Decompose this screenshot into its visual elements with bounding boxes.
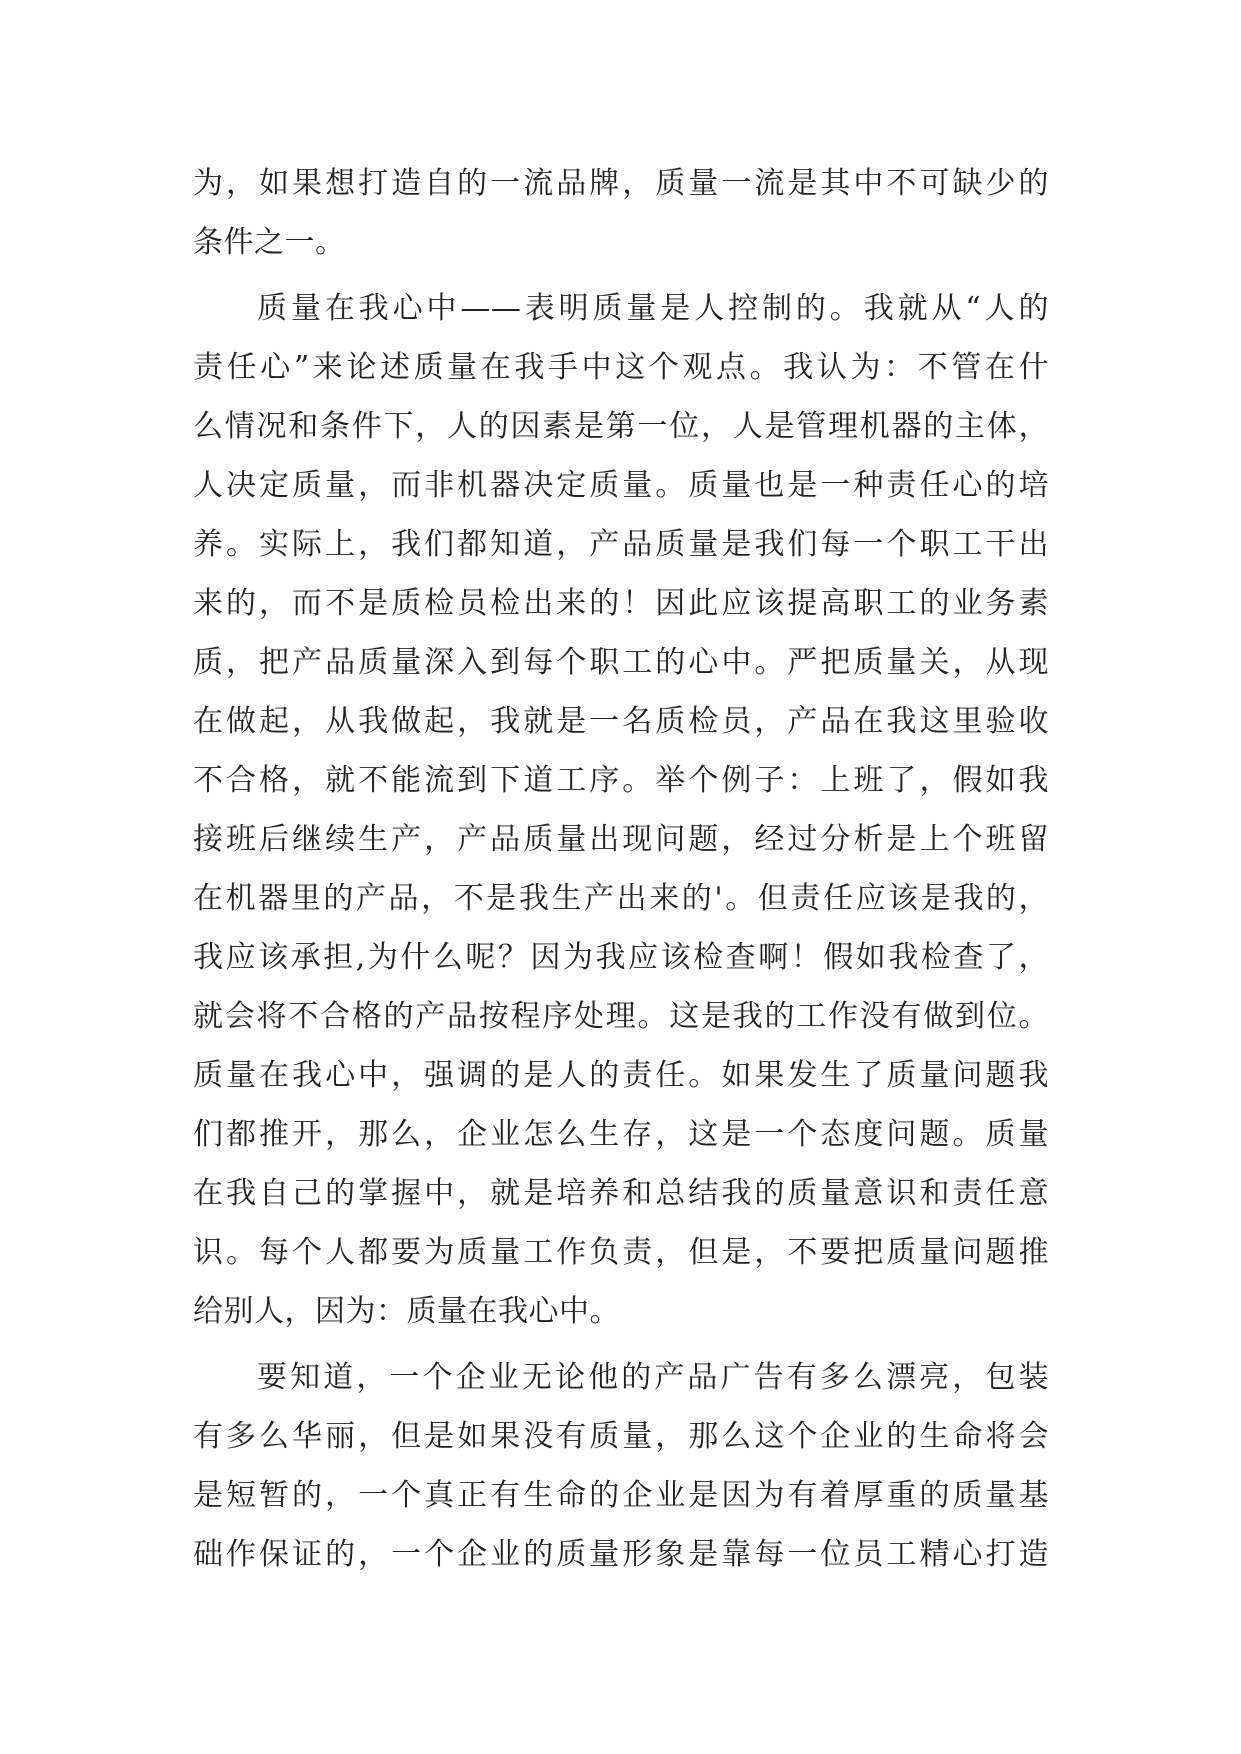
text-line: 就会将不合格的产品按程序处理。这是我的工作没有做到位。 xyxy=(193,999,1049,1034)
text-line: 在我自己的掌握中，就是培养和总结我的质量意识和责任意 xyxy=(193,1176,1049,1211)
text-line: 有多么华丽，但是如果没有质量，那么这个企业的生命将会 xyxy=(193,1419,1049,1454)
text-line: 养。实际上，我们都知道，产品质量是我们每一个职工干出 xyxy=(193,527,1049,562)
text-line: 们都推开，那么，企业怎么生存，这是一个态度问题。质量 xyxy=(193,1117,1049,1152)
text-line: 接班后继续生产，产品质量出现问题，经过分析是上个班留 xyxy=(193,822,1049,857)
text-line: 给别人，因为：质量在我心中。 xyxy=(193,1294,620,1329)
text-line: 是短暂的，一个真正有生命的企业是因为有着厚重的质量基 xyxy=(193,1478,1049,1513)
text-line: 么情况和条件下，人的因素是第一位，人是管理机器的主体， xyxy=(193,409,1049,444)
text-line: 我应该承担,为什么呢？因为我应该检查啊！假如我检查了， xyxy=(193,940,1049,975)
paragraph xyxy=(193,1348,1049,1584)
paragraph xyxy=(193,279,1049,1341)
text-line: 质量在我心中，强调的是人的责任。如果发生了质量问题我 xyxy=(193,1058,1049,1093)
text-line: 识。每个人都要为质量工作负责，但是，不要把质量问题推 xyxy=(193,1235,1049,1270)
paragraph xyxy=(193,154,1049,272)
text-line: 要知道，一个企业无论他的产品广告有多么漂亮，包装 xyxy=(257,1360,1049,1395)
text-line: 不合格，就不能流到下道工序。举个例子：上班了，假如我 xyxy=(193,763,1049,798)
paragraph-gap xyxy=(193,1341,1049,1348)
text-line: 责任心”来论述质量在我手中这个观点。我认为：不管在什 xyxy=(193,350,1049,385)
text-line: 条件之一。 xyxy=(193,225,346,260)
text-line: 质量在我心中——表明质量是人控制的。我就从“人的 xyxy=(257,291,1049,326)
text-line: 在做起，从我做起，我就是一名质检员，产品在我这里验收 xyxy=(193,704,1049,739)
text-line: 在机器里的产品，不是我生产出来的'。但责任应该是我的， xyxy=(193,881,1049,916)
text-line: 质，把产品质量深入到每个职工的心中。严把质量关，从现 xyxy=(193,645,1049,680)
body-text xyxy=(193,154,1049,1584)
text-line: 人决定质量，而非机器决定质量。质量也是一种责任心的培 xyxy=(193,468,1049,503)
paragraph-gap xyxy=(193,272,1049,279)
text-line: 础作保证的，一个企业的质量形象是靠每一位员工精心打造 xyxy=(193,1537,1049,1572)
text-line: 为，如果想打造自的一流品牌，质量一流是其中不可缺少的 xyxy=(193,166,1049,201)
text-line: 来的，而不是质检员检出来的！因此应该提高职工的业务素 xyxy=(193,586,1049,621)
